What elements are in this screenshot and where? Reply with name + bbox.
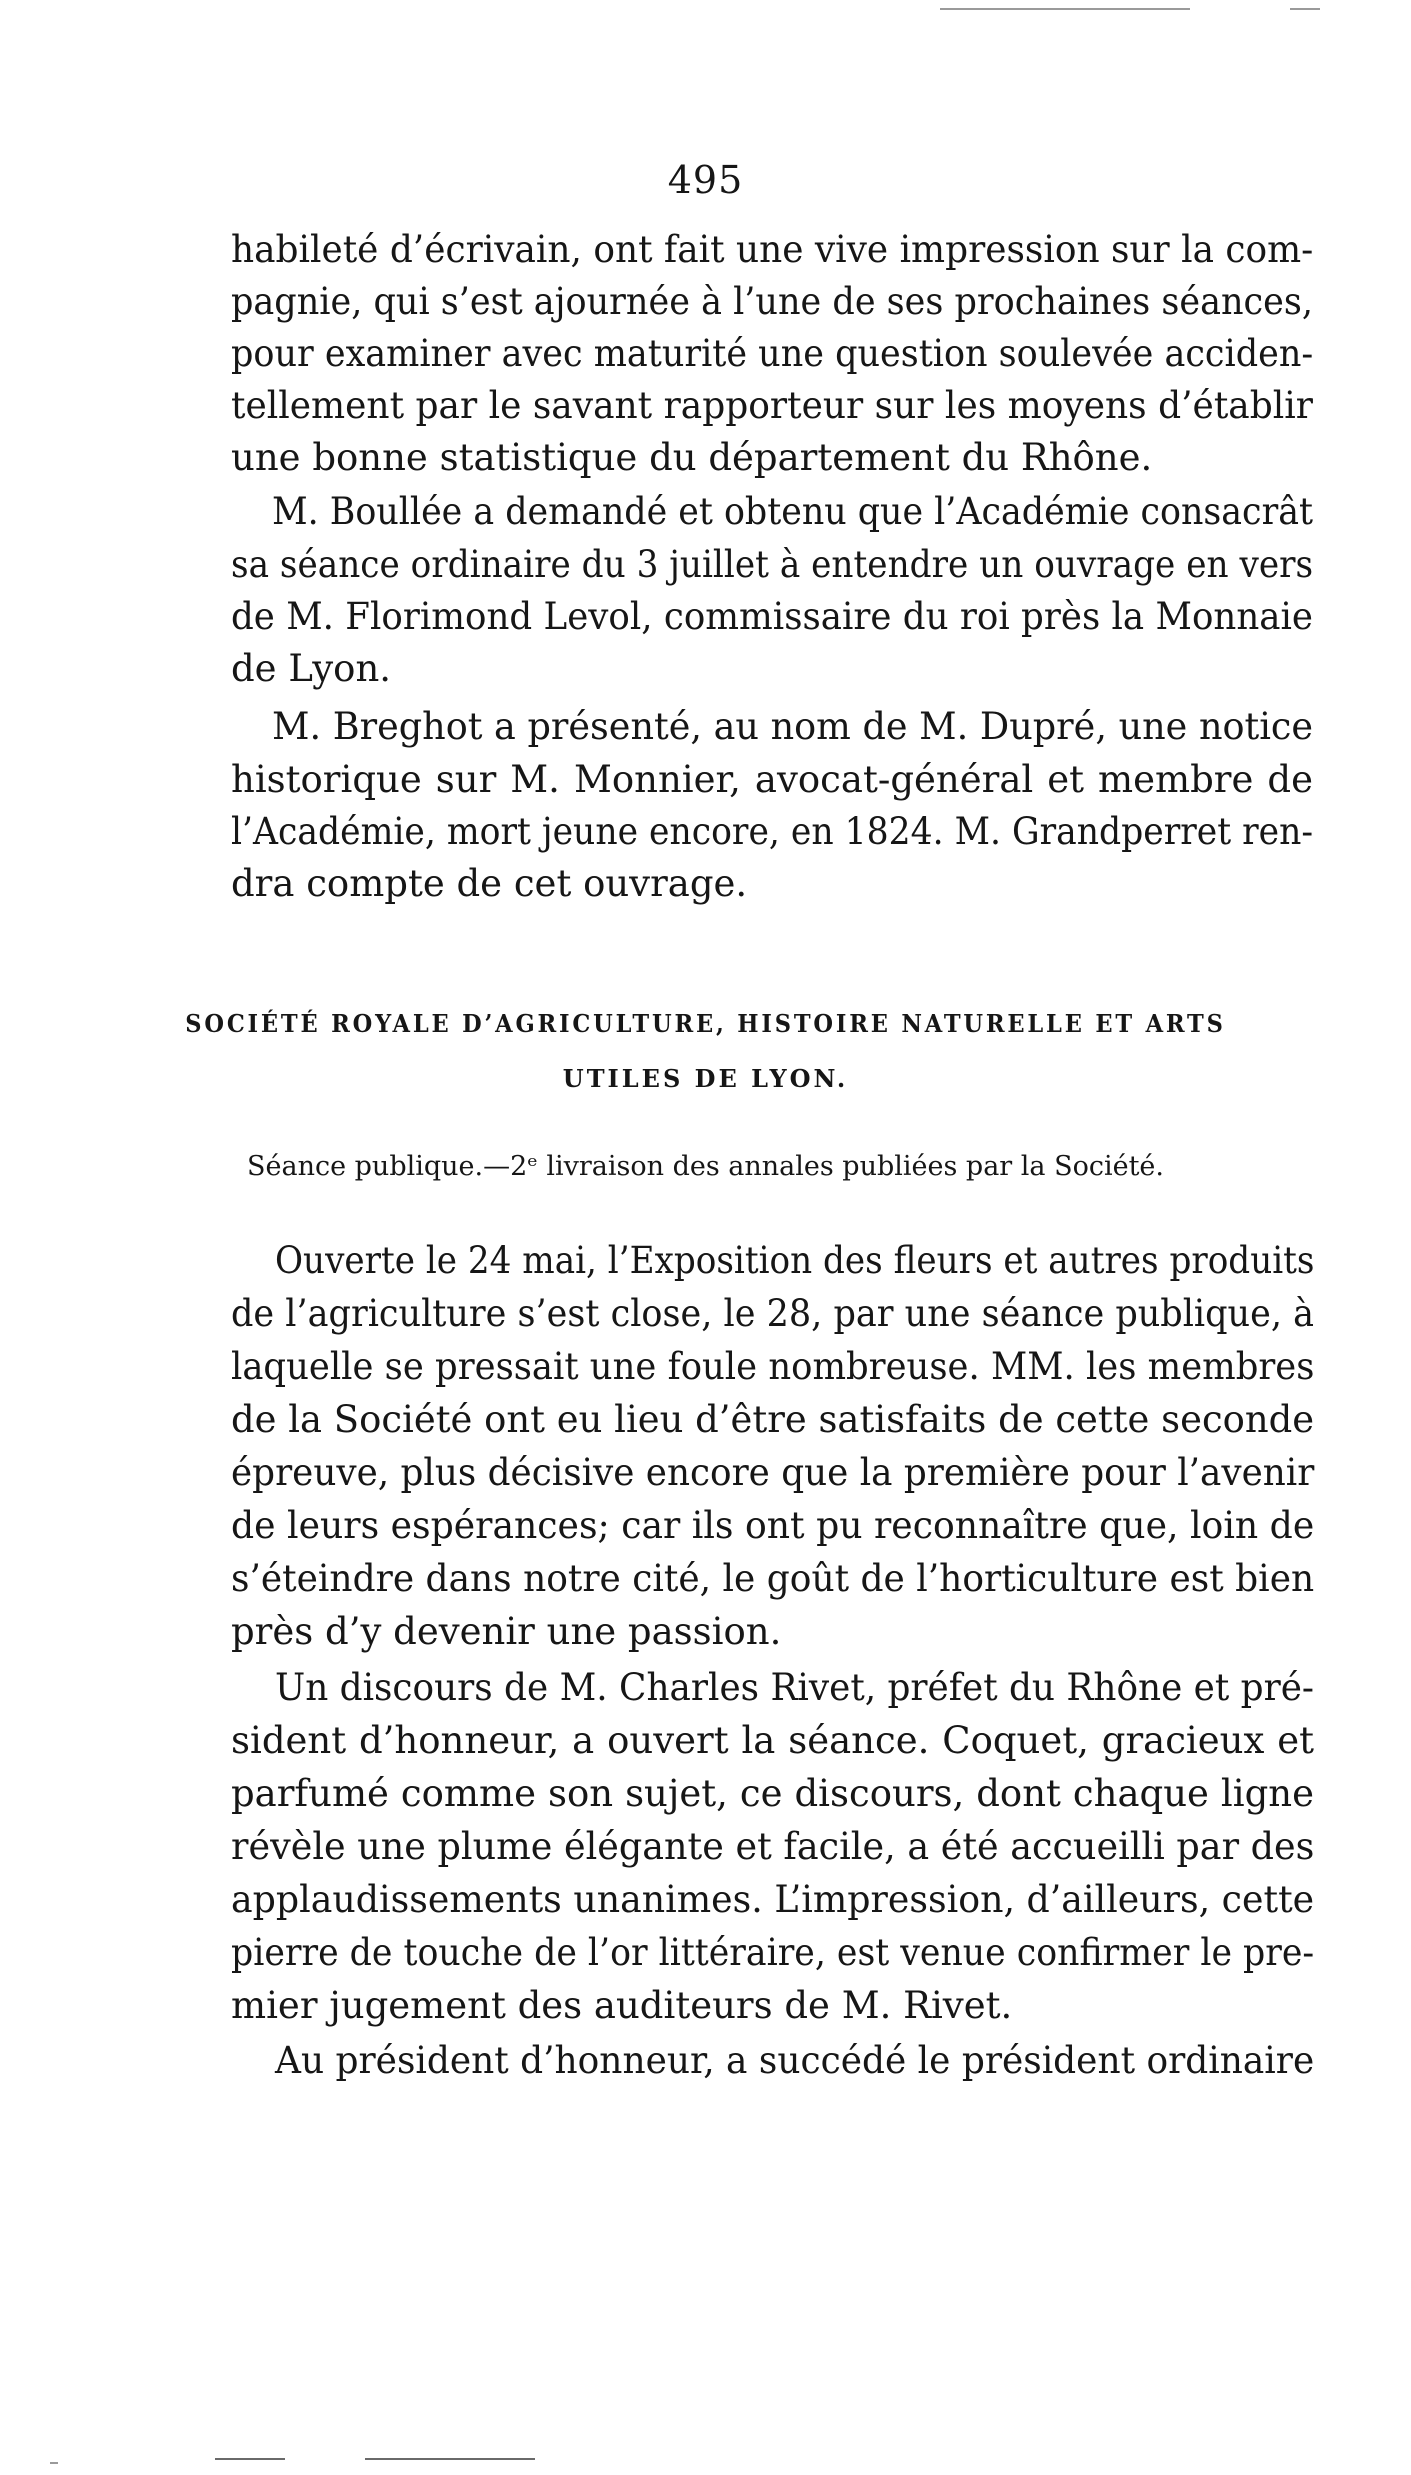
- bottom-rule: [215, 2458, 285, 2460]
- text-line: de M. Florimond Levol, commissaire du roi près la Monnaie: [231, 595, 1313, 638]
- text-line: une bonne statistique du département du Rhône.: [231, 436, 1153, 479]
- bottom-edge-mark: [50, 2462, 58, 2464]
- text-line: près d’y devenir une passion.: [231, 1610, 782, 1653]
- section-subheading: Séance publique.—2ᵉ livraison des annales publiées par la Société.: [247, 1151, 1164, 1182]
- text-line: sa séance ordinaire du 3 juillet à entendre un ouvrage en vers: [231, 543, 1314, 586]
- bottom-rule: [365, 2458, 535, 2460]
- top-edge-mark-short: [1290, 8, 1320, 10]
- section-heading-continued: UTILES DE LYON.: [562, 1064, 849, 1093]
- text-line: laquelle se pressait une foule nombreuse. MM. les membres: [231, 1345, 1315, 1388]
- text-line: pagnie, qui s’est ajournée à l’une de ses prochaines séances,: [231, 280, 1313, 323]
- page-number: 495: [667, 158, 744, 202]
- text-line: habileté d’écrivain, ont fait une vive impression sur la com-: [231, 228, 1314, 271]
- text-line: mier jugement des auditeurs de M. Rivet.: [231, 1984, 1013, 2027]
- text-line: parfumé comme son sujet, ce discours, dont chaque ligne: [231, 1772, 1314, 1815]
- text-line: dra compte de cet ouvrage.: [231, 862, 748, 905]
- text-line: historique sur M. Monnier, avocat-général et membre de: [231, 758, 1313, 801]
- text-line: Au président d’honneur, a succédé le président ordinaire: [275, 2039, 1315, 2082]
- text-line: Un discours de M. Charles Rivet, préfet du Rhône et pré-: [275, 1666, 1315, 1709]
- text-line: sident d’honneur, a ouvert la séance. Coquet, gracieux et: [231, 1719, 1314, 1762]
- text-line: Ouverte le 24 mai, l’Exposition des fleurs et autres produits: [275, 1239, 1315, 1282]
- text-line: de la Société ont eu lieu d’être satisfaits de cette seconde: [231, 1398, 1315, 1441]
- text-line: applaudissements unanimes. L’impression, d’ailleurs, cette: [231, 1878, 1315, 1921]
- text-line: tellement par le savant rapporteur sur les moyens d’établir: [231, 384, 1313, 427]
- text-line: révèle une plume élégante et facile, a été accueilli par des: [231, 1825, 1315, 1868]
- text-line: épreuve, plus décisive encore que la première pour l’avenir: [231, 1451, 1315, 1494]
- text-line: de Lyon.: [231, 647, 392, 690]
- section-heading: SOCIÉTÉ ROYALE D’AGRICULTURE, HISTOIRE NATURELLE ET ARTS: [185, 1009, 1226, 1038]
- text-line: s’éteindre dans notre cité, le goût de l’horticulture est bien: [231, 1557, 1315, 1600]
- text-line: M. Breghot a présenté, au nom de M. Dupré, une notice: [272, 705, 1314, 748]
- text-line: de l’agriculture s’est close, le 28, par une séance publique, à: [231, 1292, 1315, 1335]
- text-line: M. Boullée a demandé et obtenu que l’Académie consacrât: [272, 490, 1313, 533]
- top-edge-mark: [940, 8, 1190, 10]
- text-line: de leurs espérances; car ils ont pu reconnaître que, loin de: [231, 1504, 1315, 1547]
- text-line: l’Académie, mort jeune encore, en 1824. M. Grandperret ren-: [231, 810, 1314, 853]
- text-line: pierre de touche de l’or littéraire, est venue confirmer le pre-: [231, 1931, 1315, 1974]
- text-line: pour examiner avec maturité une question soulevée acciden-: [231, 332, 1314, 375]
